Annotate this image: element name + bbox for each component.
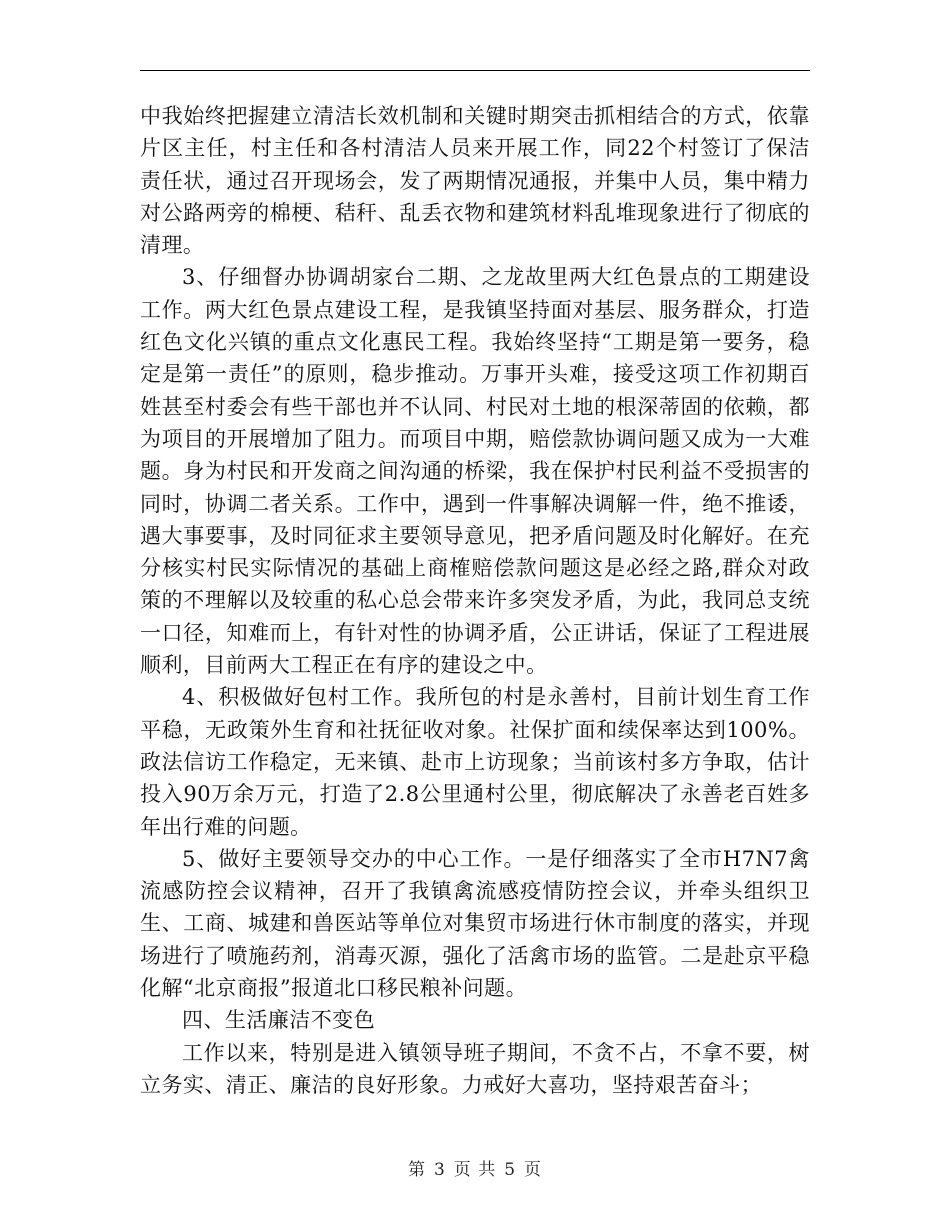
- page-footer: [0, 1155, 950, 1180]
- footer-suffix: 页: [524, 1160, 543, 1180]
- section-heading: 四、生活廉洁不变色: [182, 1008, 376, 1033]
- paragraph-3: 4、积极做好包村工作。我所包的村是永善村，目前计划生育工作平稳，无政策外生育和社抚征收对象。社保扩面和续保率达到100%。政法信访工作稳定，无来镇、赴市上访现象；当前该村多方争取，估计投入90万余万元，打造了2.8公里通村公里，彻底解决了永善老百姓多年出行难的问题。: [140, 685, 810, 839]
- document-body: [140, 100, 810, 1101]
- paragraph-4: 5、做好主要领导交办的中心工作。一是仔细落实了全市H7N7禽流感防控会议精神，召开了我镇禽流感疫情防控会议，并牵头组织卫生、工商、城建和兽医站等单位对集贸市场进行休市制度的落实，并现场进行了喷施药剂，消毒灭源，强化了活禽市场的监管。二是赴京平稳化解“北京商报”报道北口移民粮补问题。: [140, 846, 810, 1001]
- footer-page-number: 3: [433, 1160, 446, 1180]
- footer-prefix: 第: [407, 1160, 426, 1180]
- paragraph-5: 工作以来，特别是进入镇领导班子期间，不贪不占，不拿不要，树立务实、清正、廉洁的良好形象。力戒好大喜功，坚持艰苦奋斗；: [140, 1040, 810, 1097]
- footer-total-pages: 5: [504, 1160, 517, 1180]
- footer-middle: 页 共: [453, 1160, 497, 1180]
- paragraph-2: 3、仔细督办协调胡家台二期、之龙故里两大红色景点的工期建设工作。两大红色景点建设工程，是我镇坚持面对基层、服务群众，打造红色文化兴镇的重点文化惠民工程。我始终坚持“工期是第一要务，稳定是第一责任”的原则，稳步推动。万事开头难，接受这项工作初期百姓甚至村委会有些干部也并不认同、村民对土地的根深蒂固的依赖，都为项目的开展增加了阻力。而项目中期，赔偿款协调问题又成为一大难题。身为村民和开发商之间沟通的桥梁，我在保护村民利益不受损害的同时，协调二者关系。工作中，遇到一件事解决调解一件，绝不推诿，遇大事要事，及时同征求主要领导意见，把矛盾问题及时化解好。在充分核实村民实际情况的基础上商榷赔偿款问题这是必经之路,群众对政策的不理解以及较重的私心总会带来许多突发矛盾，为此，我同总支统一口径，知难而上，有针对性的协调矛盾，公正讲话，保证了工程进展顺利，目前两大工程正在有序的建设之中。: [140, 265, 810, 678]
- paragraph-1: 中我始终把握建立清洁长效机制和关键时期突击抓相结合的方式，依靠片区主任，村主任和各村清洁人员来开展工作，同22个村签订了保洁责任状，通过召开现场会，发了两期情况通报，并集中人员，集中精力对公路两旁的棉梗、秸秆、乱丢衣物和建筑材料乱堆现象进行了彻底的清理。: [140, 104, 810, 258]
- header-rule: [140, 70, 810, 71]
